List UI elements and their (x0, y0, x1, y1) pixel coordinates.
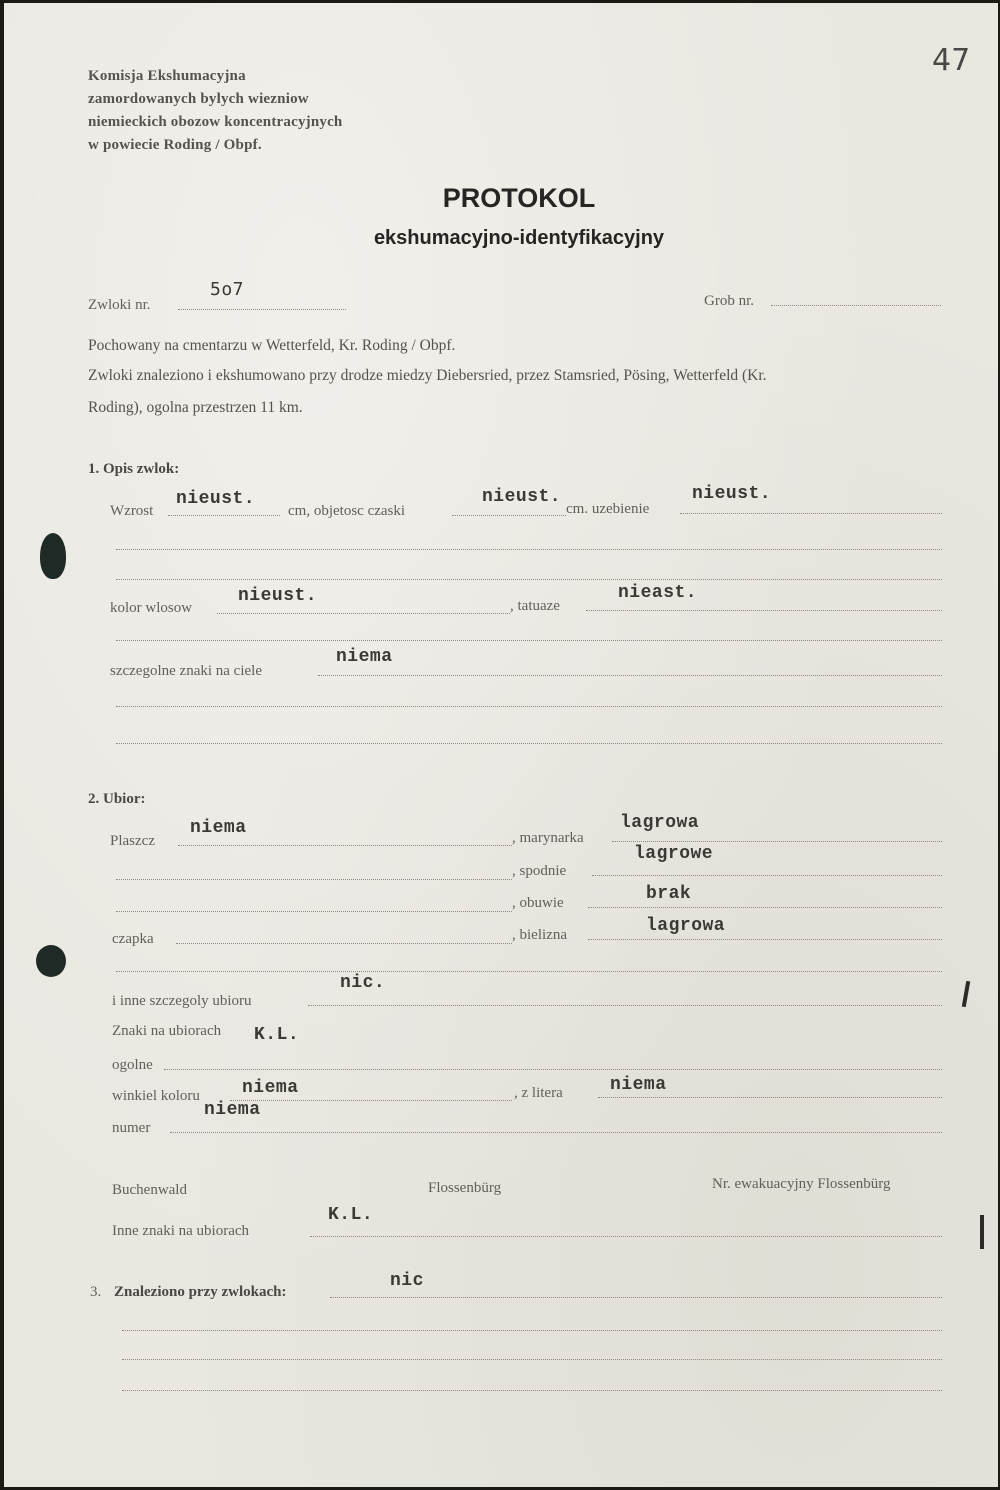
blank-line (116, 640, 942, 641)
grob-line (771, 305, 941, 306)
winkiel-value: niema (242, 1078, 299, 1098)
litera-label: , z litera (514, 1085, 563, 1101)
burial-line-2: Zwloki znaleziono i ekshumowano przy drodze miedzy Diebersried, przez Stamsried, Pösing, Wetterfeld (Kr. (88, 367, 767, 384)
section3-value: nic (390, 1271, 424, 1291)
tatuaze-label: , tatuaze (510, 598, 560, 614)
document-page (4, 3, 998, 1487)
bielizna-line (588, 939, 942, 940)
znaki-ubiorach-value: K.L. (254, 1025, 300, 1045)
wzrost-label: Wzrost (110, 503, 154, 519)
section3-number: 3. (90, 1284, 102, 1300)
czaszka-line (452, 515, 566, 516)
blank-line (116, 706, 942, 707)
inne-szczegoly-value: nic. (340, 973, 386, 993)
litera-value: niema (610, 1075, 667, 1095)
znaki-ubiorach-label: Znaki na ubiorach (112, 1023, 222, 1039)
grob-label: Grob nr. (704, 293, 754, 309)
spodnie-label: , spodnie (512, 863, 567, 879)
binding-hole-mark (36, 945, 66, 977)
zwloki-value: 5o7 (210, 279, 245, 300)
burial-line-1: Pochowany na cmentarzu w Wetterfeld, Kr. Roding / Obpf. (88, 337, 456, 354)
numer-line (170, 1132, 942, 1133)
wzrost-line (168, 515, 280, 516)
buchenwald-label: Buchenwald (112, 1182, 187, 1198)
marynarka-value: lagrowa (620, 813, 700, 833)
blank-line (116, 579, 942, 580)
obuwie-line (588, 907, 942, 908)
burial-line-3: Roding), ogolna przestrzen 11 km. (88, 399, 303, 416)
plaszcz-value: niema (190, 818, 247, 838)
kolor-value: nieust. (238, 586, 318, 606)
obuwie-label: , obuwie (512, 895, 564, 911)
section2-heading: 2. Ubior: (88, 791, 146, 807)
uzebienie-value: nieust. (692, 484, 772, 504)
ogolne-line (164, 1069, 942, 1070)
tatuaze-line (586, 610, 942, 611)
blank-line (122, 1330, 942, 1331)
ewakuacyjny-label: Nr. ewakuacyjny Flossenbürg (712, 1176, 891, 1192)
numer-value: niema (204, 1100, 261, 1120)
tatuaze-value: nieast. (618, 583, 698, 603)
edge-mark (980, 1215, 984, 1249)
binding-hole-mark (40, 533, 66, 579)
marynarka-label: , marynarka (512, 830, 584, 846)
edge-mark (962, 981, 970, 1007)
obuwie-value: brak (646, 884, 692, 904)
znaki-ciele-line (318, 675, 942, 676)
inne-znaki-label: Inne znaki na ubiorach (112, 1223, 250, 1239)
blank-line (122, 1390, 942, 1391)
section3-line (330, 1297, 942, 1298)
org-line-4: w powiecie Roding / Obpf. (88, 137, 262, 153)
czapka-line (176, 943, 512, 944)
flossenburg-label: Flossenbürg (428, 1180, 502, 1196)
plaszcz-label: Plaszcz (110, 833, 155, 849)
cm-czaszka-label: cm, objetosc czaski (288, 503, 406, 519)
org-line-1: Komisja Ekshumacyjna (88, 68, 246, 84)
blank-line (116, 549, 942, 550)
kolor-line (217, 613, 510, 614)
org-line-3: niemieckich obozow koncentracyjnych (88, 114, 343, 130)
blank-line (116, 879, 512, 880)
bielizna-label: , bielizna (512, 927, 567, 943)
section1-heading: 1. Opis zwlok: (88, 461, 180, 477)
plaszcz-line (178, 845, 512, 846)
org-line-2: zamordowanych bylych wiezniow (88, 91, 309, 107)
blank-line (116, 911, 512, 912)
czapka-label: czapka (112, 931, 154, 947)
zwloki-line (178, 309, 346, 310)
page-number: 47 (932, 43, 971, 78)
ogolne-label: ogolne (112, 1057, 153, 1073)
section3-heading: Znaleziono przy zwlokach: (114, 1284, 287, 1300)
marynarka-line (612, 841, 942, 842)
czaszka-value: nieust. (482, 487, 562, 507)
zwloki-label: Zwloki nr. (88, 297, 151, 313)
blank-line (116, 743, 942, 744)
numer-label: numer (112, 1120, 151, 1136)
uzebienie-line (680, 513, 942, 514)
inne-szczegoly-line (308, 1005, 942, 1006)
winkiel-label: winkiel koloru (112, 1088, 200, 1104)
spodnie-value: lagrowe (634, 844, 714, 864)
znaki-ciele-label: szczegolne znaki na ciele (110, 663, 262, 679)
document-subtitle: ekshumacyjno-identyfikacyjny (373, 227, 665, 249)
inne-szczegoly-label: i inne szczegoly ubioru (112, 993, 252, 1009)
cm-uzebienie-label: cm. uzebienie (566, 501, 650, 517)
blank-line (116, 971, 942, 972)
wzrost-value: nieust. (176, 489, 256, 509)
litera-line (598, 1097, 942, 1098)
document-title: PROTOKOL (442, 183, 596, 213)
inne-znaki-value: K.L. (328, 1205, 374, 1225)
znaki-ciele-value: niema (336, 647, 393, 667)
winkiel-line (230, 1100, 512, 1101)
blank-line (122, 1359, 942, 1360)
kolor-label: kolor wlosow (110, 600, 193, 616)
inne-znaki-line (310, 1236, 942, 1237)
spodnie-line (592, 875, 942, 876)
bielizna-value: lagrowa (646, 916, 726, 936)
